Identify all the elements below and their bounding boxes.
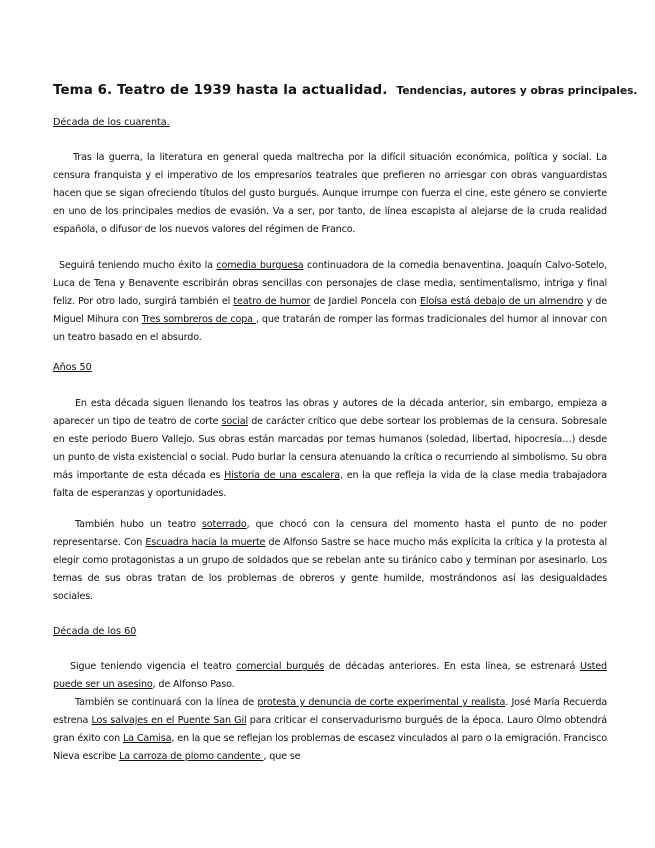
paragraph-cuarenta-1: Tras la guerra, la literatura en general queda maltrecha por la difícil situación económica, política y social. La censura franquista y el imperativo de los empresarios teatrales que prefieren no arriesgar con obras vanguardistas hacen que se sigan ofreciendo títulos del gusto burgués. Aunque irrumpe con fuerza el cine, este género se convierte en uno de los principales medios de evasión. Va a ser, por tanto, de línea escapista al alejarse de la cruda realidad española, o difusor de los nuevos valores del régimen de Franco. bbox=[53, 152, 607, 236]
text-run: , de Alfonso Paso. bbox=[152, 679, 235, 691]
paragraph-cincuenta-2 bbox=[53, 516, 607, 606]
text-run: , que tratarán de romper las formas tradicionales del humor al innovar con un teatro basado en el absurdo. bbox=[53, 314, 607, 344]
text-run: de Jardiel Poncela con bbox=[310, 296, 421, 308]
work-title-usted-puede: Usted puede ser un asesino bbox=[53, 661, 607, 691]
text-run: Seguirá teniendo mucho éxito la bbox=[59, 260, 217, 271]
term-protesta-denuncia: protesta y denuncia de corte experimental y realista bbox=[257, 697, 506, 708]
text-run: y de Miguel Mihura con bbox=[53, 296, 607, 326]
text-run: , en la que refleja la vida de la clase media trabajadora falta de esperanzas y oportunidades. bbox=[53, 470, 607, 500]
title-main: Tema 6. Teatro de 1939 hasta la actualidad. bbox=[53, 83, 388, 98]
work-title-la-camisa: La Camisa bbox=[122, 733, 172, 745]
text-run: , en la que se reflejan los problemas de escasez vinculados al paro o la emigración. Francisco Nieva escribe bbox=[53, 733, 607, 763]
work-title-los-salvajes: Los salvajes en el Puente San Gil bbox=[91, 715, 247, 727]
paragraph-sesenta-1 bbox=[53, 658, 607, 694]
paragraph-cincuenta-1 bbox=[53, 395, 607, 504]
term-teatro-de-humor: teatro de humor bbox=[233, 296, 311, 308]
section-heading-cuarenta: Década de los cuarenta. bbox=[53, 117, 170, 128]
title-subtitle: Tendencias, autores y obras principales. bbox=[396, 85, 638, 97]
text-run: de Alfonso Sastre se hace mucho más explícita la crítica y la protesta al elegir como protagonistas a un grupo de soldados que se rebelan ante su tiránico cabo y terminan por asesinarlo. Los temas de sus obras tratan de los problemas de obreros y gente humilde, mostrándonos así las desigualdades sociales. bbox=[53, 537, 607, 603]
text-run: Sigue teniendo vigencia el teatro bbox=[70, 661, 237, 672]
work-title-eloisa: Eloísa está debajo de un almendro bbox=[420, 296, 584, 308]
text-run: , que chocó con la censura del momento hasta el punto de no poder representarse. Con bbox=[53, 519, 607, 549]
paragraph-cuarenta-2 bbox=[53, 257, 607, 347]
section-heading-sesenta: Década de los 60 bbox=[53, 626, 137, 637]
work-title-tres-sombreros: Tres sombreros de copa bbox=[141, 314, 256, 326]
term-social: social bbox=[221, 416, 249, 428]
text-run: En esta década siguen llenando los teatros las obras y autores de la década anterior, sin embargo, empieza a aparecer un tipo de teatro de corte bbox=[53, 398, 607, 428]
work-title-la-carroza: La carroza de plomo candente bbox=[119, 751, 264, 763]
term-soterrado: soterrado bbox=[201, 519, 247, 530]
text-run: de décadas anteriores. En esta línea, se estrenará bbox=[324, 661, 580, 672]
term-comedia-burguesa: comedia burguesa bbox=[216, 260, 304, 271]
text-run: También se continuará con la línea de bbox=[75, 697, 258, 708]
document-title bbox=[53, 80, 638, 100]
text-run: para criticar el conservadurismo burgués de la época. Lauro Olmo obtendrá gran éxito con bbox=[53, 715, 607, 745]
text-run: continuadora de la comedia benaventina. Joaquín Calvo-Sotelo, Luca de Tena y Benavente escribirán obras sencillas con personajes de clase media, sentimentalismo, intriga y final feliz. Por otro lado, surgirá también el bbox=[53, 260, 607, 308]
text-run: . José María Recuerda estrena bbox=[53, 697, 607, 727]
term-comercial-burgues: comercial burgués bbox=[236, 661, 325, 672]
text-run: También hubo un teatro bbox=[75, 519, 202, 530]
work-title-escuadra: Escuadra hacia la muerte bbox=[145, 537, 266, 549]
text-run: , que se bbox=[263, 751, 301, 763]
work-title-historia-escalera: Historia de una escalera bbox=[224, 470, 340, 482]
section-heading-cincuenta: Años 50 bbox=[53, 362, 92, 373]
paragraph-sesenta-2 bbox=[53, 694, 607, 766]
text-run: de carácter crítico que debe sortear los problemas de la censura. Sobresale en este periodo Buero Vallejo. Sus obras están marcadas por temas humanos (soledad, libertad, hipocresía…) desde un punto de vista existencial o social. Pudo burlar la censura atenuando la crítica o recurriendo al simbolismo. Su obra más importante de esta década es bbox=[53, 416, 608, 482]
